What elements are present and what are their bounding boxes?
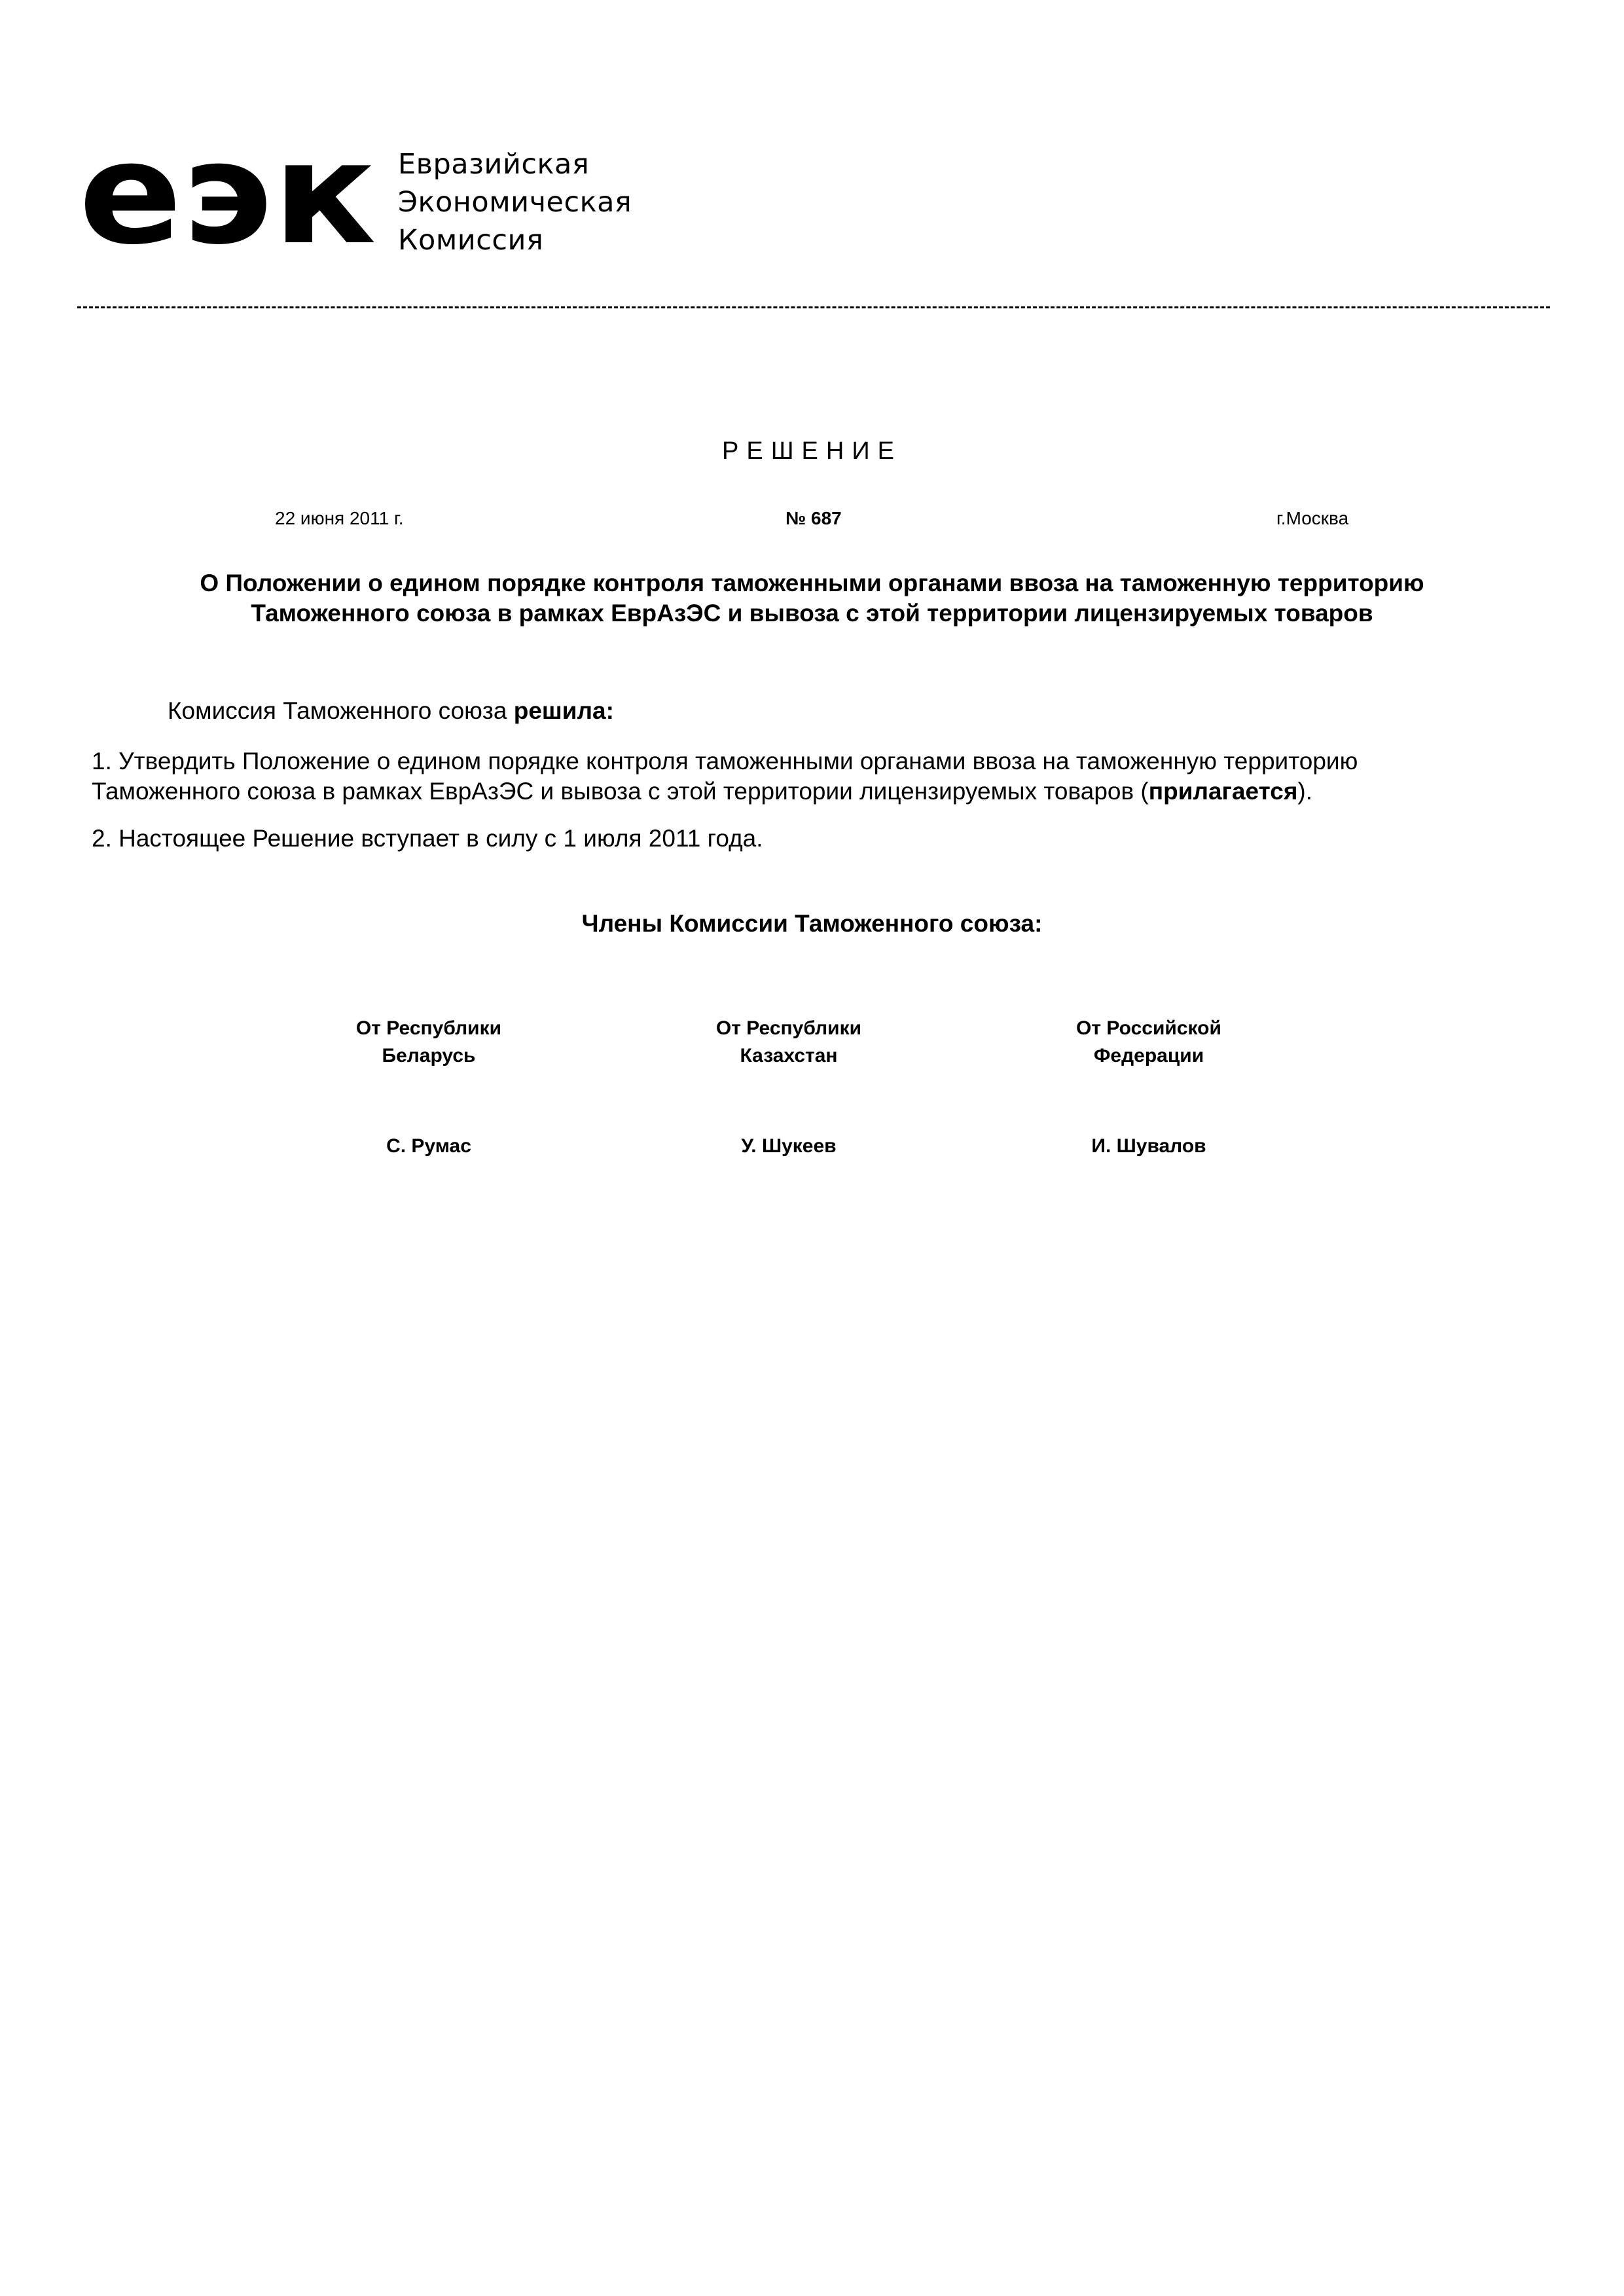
signatory-russia bbox=[985, 1015, 1312, 1160]
signatory-region-line-1: От Российской bbox=[1076, 1017, 1221, 1039]
document-title: РЕШЕНИЕ bbox=[722, 437, 902, 465]
item-1-attached: прилагается bbox=[1148, 778, 1298, 805]
intro-text: Комиссия Таможенного союза bbox=[168, 697, 514, 724]
subject-line-2: Таможенного союза в рамках ЕврАзЭС и вывоза с этой территории лицензируемых товаров bbox=[251, 600, 1373, 627]
decision-intro bbox=[168, 696, 614, 726]
signatory-region-line-1: От Республики bbox=[355, 1017, 502, 1039]
logo-line-economic: Экономическая bbox=[398, 186, 632, 219]
signatory-name: И. Шувалов bbox=[1091, 1135, 1206, 1157]
document-city: г.Москва bbox=[1276, 508, 1349, 528]
document-date: 22 июня 2011 г. bbox=[275, 508, 404, 528]
signatory-name: У. Шукеев bbox=[741, 1135, 837, 1157]
item-1-line-2 bbox=[92, 776, 1532, 807]
header-divider bbox=[77, 306, 1550, 308]
subject-line-1: О Положении о едином порядке контроля таможенными органами ввоза на таможенную территорию bbox=[200, 570, 1424, 596]
signatory-belarus bbox=[265, 1015, 592, 1160]
logo-line-eurasian: Евразийская bbox=[398, 148, 590, 181]
decision-item-1 bbox=[92, 746, 1532, 807]
signatory-region-line-2: Казахстан bbox=[740, 1045, 838, 1066]
document-subject bbox=[98, 568, 1526, 629]
members-title: Члены Комиссии Таможенного союза: bbox=[581, 910, 1043, 937]
decision-item-2: 2. Настоящее Решение вступает в силу с 1 июля 2011 года. bbox=[92, 825, 763, 852]
document-number: № 687 bbox=[785, 508, 842, 528]
signatory-name: С. Румас bbox=[386, 1135, 471, 1157]
signatory-kazakhstan bbox=[625, 1015, 952, 1160]
signatory-region-line-2: Федерации bbox=[1093, 1045, 1204, 1066]
eec-logo-mark bbox=[79, 124, 380, 268]
eec-logo-svg bbox=[79, 124, 380, 268]
intro-bold: решила: bbox=[513, 697, 614, 724]
logo-mark-text: еэк bbox=[79, 124, 376, 268]
signatory-region-line-1: От Республики bbox=[715, 1017, 862, 1039]
logo-line-commission: Комиссия bbox=[398, 224, 544, 257]
item-1-line-2-end: ). bbox=[1297, 778, 1313, 805]
signatory-region-line-2: Беларусь bbox=[382, 1045, 476, 1066]
item-1-line-2-text: Таможенного союза в рамках ЕврАзЭС и вывоза с этой территории лицензируемых товаров ( bbox=[92, 778, 1149, 805]
item-1-line-1: 1. Утвердить Положение о едином порядке контроля таможенными органами ввоза на таможенную территорию bbox=[92, 748, 1358, 774]
